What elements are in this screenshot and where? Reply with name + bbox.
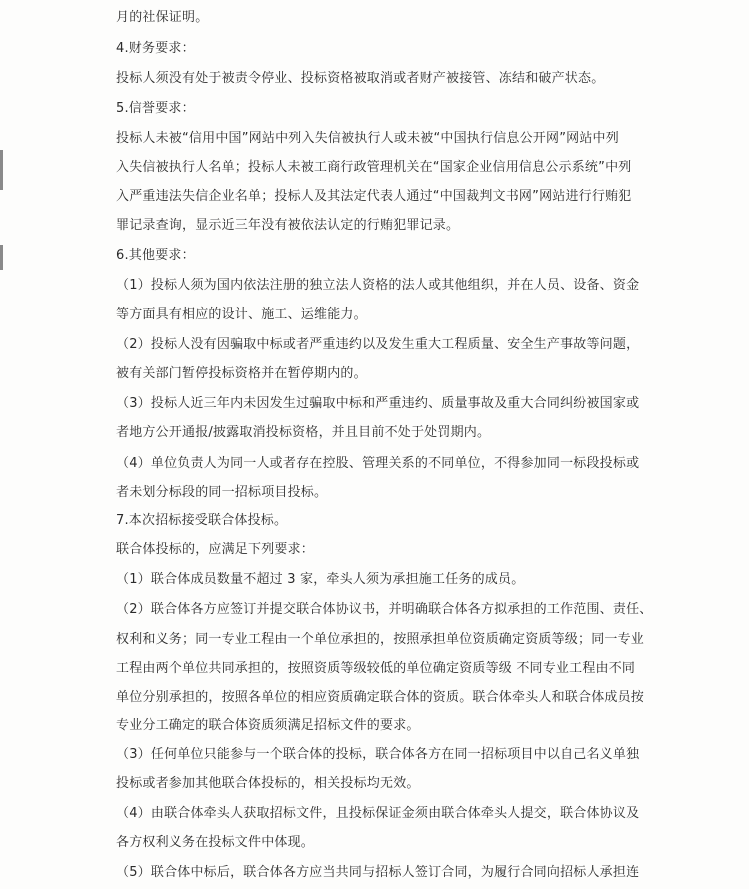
text-line: 单位分别承担的，按照各单位的相应资质确定联合体的资质。联合体牵头人和联合体成员按 [116,690,645,705]
text-line: 权利和义务；同一专业工程由一个单位承担的，按照承担单位资质确定资质等级；同一专业 [116,632,645,647]
text-line: 专业分工确定的联合体资质须满足招标文件的要求。 [116,718,420,733]
text-line: 月的社保证明。 [116,10,209,25]
text-line: （1）联合体成员数量不超过 3 家，牵头人须为承担施工任务的成员。 [116,572,525,587]
text-line: 入严重违法失信企业名单；投标人及其法定代表人通过“中国裁判文书网”网站进行行贿犯 [116,189,632,204]
section-heading: 6.其他要求： [116,248,195,263]
text-line: 被有关部门暂停投标资格并在暂停期内的。 [116,366,367,381]
text-line: 者地方公开通报/披露取消投标资格，并且目前不处于处罚期内。 [116,425,491,440]
text-line: （3）投标人近三年内未因发生过骗取中标和严重违约、质量事故及重大合同纠纷被国家或 [116,396,640,411]
text-line: （1）投标人须为国内依法注册的独立法人资格的法人或其他组织，并在人员、设备、资金 [116,278,640,293]
text-line: 罪记录查询，显示近三年没有被依法认定的行贿犯罪记录。 [116,218,460,233]
text-line: 各方权利义务在投标文件中体现。 [116,835,315,850]
section-heading: 7.本次招标接受联合体投标。 [116,513,288,528]
text-line: 者未划分标段的同一招标项目投标。 [116,485,328,500]
section-heading: 4.财务要求： [116,41,195,56]
text-line: 联合体投标的，应满足下列要求： [116,542,315,557]
text-line: （3）任何单位只能参与一个联合体的投标，联合体各方在同一招标项目中以自己名义单独 [116,747,640,762]
text-line: （4）单位负责人为同一人或者存在控股、管理关系的不同单位，不得参加同一标段投标或 [116,456,640,471]
text-line: （2）联合体各方应签订并提交联合体协议书，并明确联合体各方拟承担的工作范围、责任、 [116,602,653,617]
text-line: 等方面具有相应的设计、施工、运维能力。 [116,307,367,322]
text-line: （5）联合体中标后，联合体各方应当共同与招标人签订合同，为履行合同向招标人承担连 [116,865,640,880]
scan-edge-mark [0,245,3,270]
section-heading: 5.信誉要求： [116,101,195,116]
text-line: 投标人未被“信用中国”网站中列入失信被执行人或未被“中国执行信息公开网”网站中列 [116,131,619,146]
text-line: （2）投标人没有因骗取中标或者严重违约以及发生重大工程质量、安全生产事故等问题， [116,337,640,352]
text-line: 投标人须没有处于被责令停业、投标资格被取消或者财产被接管、冻结和破产状态。 [116,71,605,86]
text-line: （4）由联合体牵头人获取招标文件，且投标保证金须由联合体牵头人提交，联合体协议及 [116,806,640,821]
text-line: 工程由两个单位共同承担的，按照资质等级较低的单位确定资质等级 不同专业工程由不同 [116,661,636,676]
scan-edge-mark [0,150,3,190]
text-line: 入失信被执行人名单；投标人未被工商行政管理机关在“国家企业信用信息公示系统”中列 [116,160,632,175]
text-line: 投标或者参加其他联合体投标的，相关投标均无效。 [116,776,420,791]
